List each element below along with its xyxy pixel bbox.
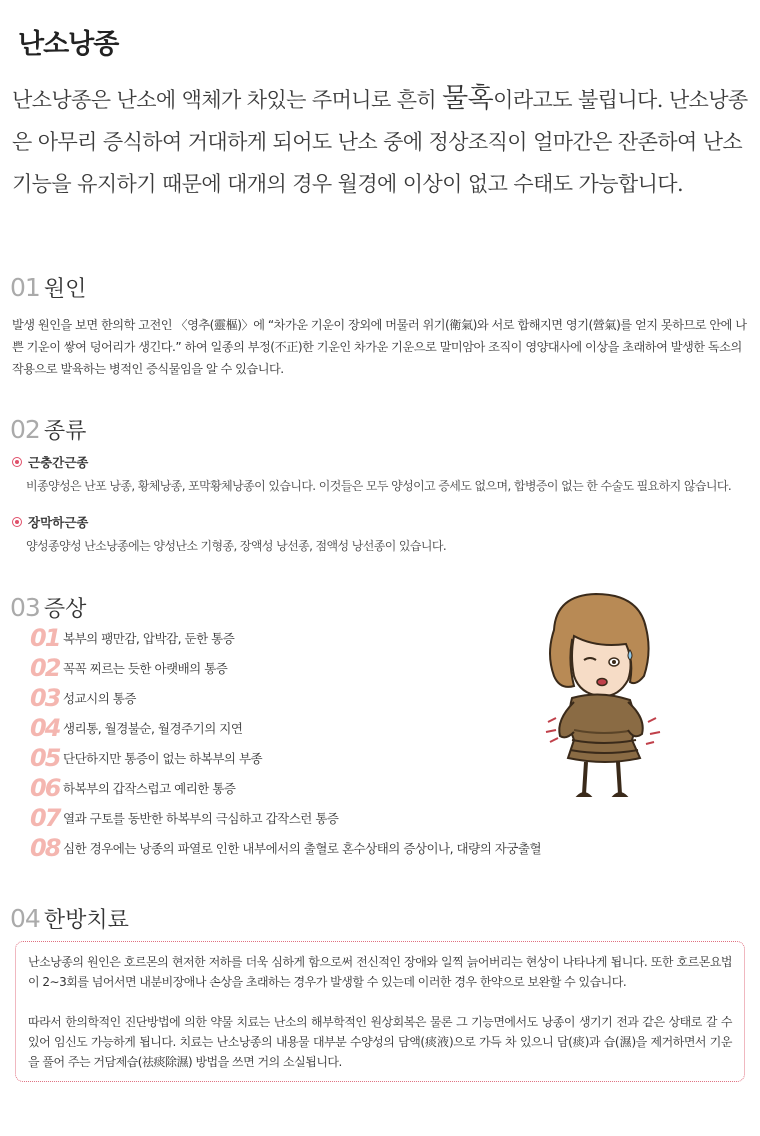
symptom-item (30, 684, 136, 712)
symptom-text: 하복부의 갑작스럽고 예리한 통증 (63, 781, 236, 796)
treatment-paragraph: 난소낭종의 원인은 호르몬의 현저한 저하를 더욱 심하게 함으로써 전신적인 장애와 일찍 늙어버리는 현상이 나타나게 됩니다. 또한 호르몬요법이 2∼3회를 넘어서면 내분비장애나 손상을 초래하는 경우가 발생할 수 있는데 이러한 경우 한약으로 보완할 수 있습니다. (28, 955, 732, 989)
symptom-item (30, 744, 262, 772)
cause-text: 발생 원인을 보면 한의학 고전인 〈영추(靈樞)〉에 “차가운 기운이 장외에 머물러 위기(衛氣)와 서로 합해지면 영기(營氣)를 얻지 못하므로 안에 나쁜 기운이 쌓여 덩어리가 생긴다.” 하여 일종의 부정(不正)한 기운인 차가운 기운으로 말미암아 조직이 영양대사에 이상을 초래하여 발생한 독소의 작용으로 발육하는 병적인 증식물임을 알 수 있습니다. (12, 318, 747, 376)
symptom-number: 01 (30, 624, 60, 652)
symptom-text: 열과 구토를 동반한 하복부의 극심하고 갑작스런 통증 (63, 811, 339, 826)
symptom-text: 생리통, 월경불순, 월경주기의 지연 (63, 721, 243, 736)
section-title: 증상 (43, 597, 87, 622)
symptom-item (30, 654, 227, 682)
section-number: 02 (10, 415, 40, 444)
intro-part1: 난소낭종은 난소에 액체가 차있는 주머니로 흔히 (12, 88, 443, 112)
symptom-number: 02 (30, 654, 60, 682)
symptom-item (30, 774, 235, 802)
type-title: 근충간근종 (28, 455, 89, 470)
section-symptoms-heading (10, 592, 86, 623)
treatment-paragraph: 따라서 한의학적인 진단방법에 의한 약물 치료는 난소의 해부학적인 원상회복은 물론 그 기능면에서도 낭종이 생기기 전과 같은 상태로 갈 수 있어 임신도 가능하게 됩니다. 치료는 난소낭종의 내용물 대부분 수양성의 담액(痰液)으로 가득 차 있으니 담(痰)과 습(濕)을 제거하면서 기운을 풀어 주는 거담제습(祛痰除濕) 방법을 쓰면 거의 소실됩니다. (28, 1015, 732, 1069)
symptom-number: 04 (30, 714, 60, 742)
symptom-text: 심한 경우에는 낭종의 파열로 인한 내부에서의 출혈로 혼수상태의 증상이나, 대량의 자궁출혈 (63, 841, 542, 856)
type-desc: 양성종양성 난소낭종에는 양성난소 기형종, 장액성 낭선종, 점액성 낭선종이 있습니다. (26, 539, 447, 553)
symptom-item (30, 804, 339, 832)
intro-highlight: 물혹 (442, 83, 494, 114)
section-title: 원인 (43, 277, 87, 302)
symptom-number: 05 (30, 744, 60, 772)
section-number: 04 (10, 904, 40, 933)
section-number: 03 (10, 593, 40, 622)
section-cause-heading (10, 272, 86, 303)
symptom-text: 꼭꼭 찌르는 듯한 아랫배의 통증 (63, 661, 228, 676)
symptom-number: 07 (30, 804, 60, 832)
symptom-number: 03 (30, 684, 60, 712)
symptom-text: 단단하지만 통증이 없는 하복부의 부종 (63, 751, 263, 766)
symptom-number: 08 (30, 834, 60, 862)
intro-paragraph (12, 78, 752, 205)
section-treatment-heading (10, 903, 129, 934)
page-title: 난소낭종 (18, 29, 119, 60)
type-item (12, 513, 752, 554)
type-item (12, 453, 752, 494)
intro-part2: 이라고도 불립니다. 난소낭종은 아무리 증식하여 거대하게 되어도 난소 중에 정상조직이 얼마간은 잔존하여 난소기능을 유지하기 때문에 대개의 경우 월경에 이상이 없고 수태도 가능합니다. (12, 88, 748, 196)
symptom-item (30, 624, 234, 652)
section-title: 종류 (43, 419, 87, 444)
symptom-item (30, 834, 541, 862)
treatment-box (15, 941, 745, 1082)
woman-in-pain-illustration (534, 590, 670, 808)
type-title: 장막하근종 (28, 515, 89, 530)
section-types-heading (10, 414, 86, 445)
section-number: 01 (10, 273, 40, 302)
symptom-item (30, 714, 242, 742)
section-title: 한방치료 (43, 908, 129, 933)
type-desc: 비종양성은 난포 낭종, 황체낭종, 포막황체낭종이 있습니다. 이것들은 모두 양성이고 증세도 없으며, 합병증이 없는 한 수술도 필요하지 않습니다. (26, 479, 732, 493)
symptom-text: 성교시의 통증 (63, 691, 136, 706)
symptom-number: 06 (30, 774, 60, 802)
circle-bullet-icon (12, 457, 22, 467)
circle-bullet-icon (12, 517, 22, 527)
symptom-text: 복부의 팽만감, 압박감, 둔한 통증 (63, 631, 235, 646)
